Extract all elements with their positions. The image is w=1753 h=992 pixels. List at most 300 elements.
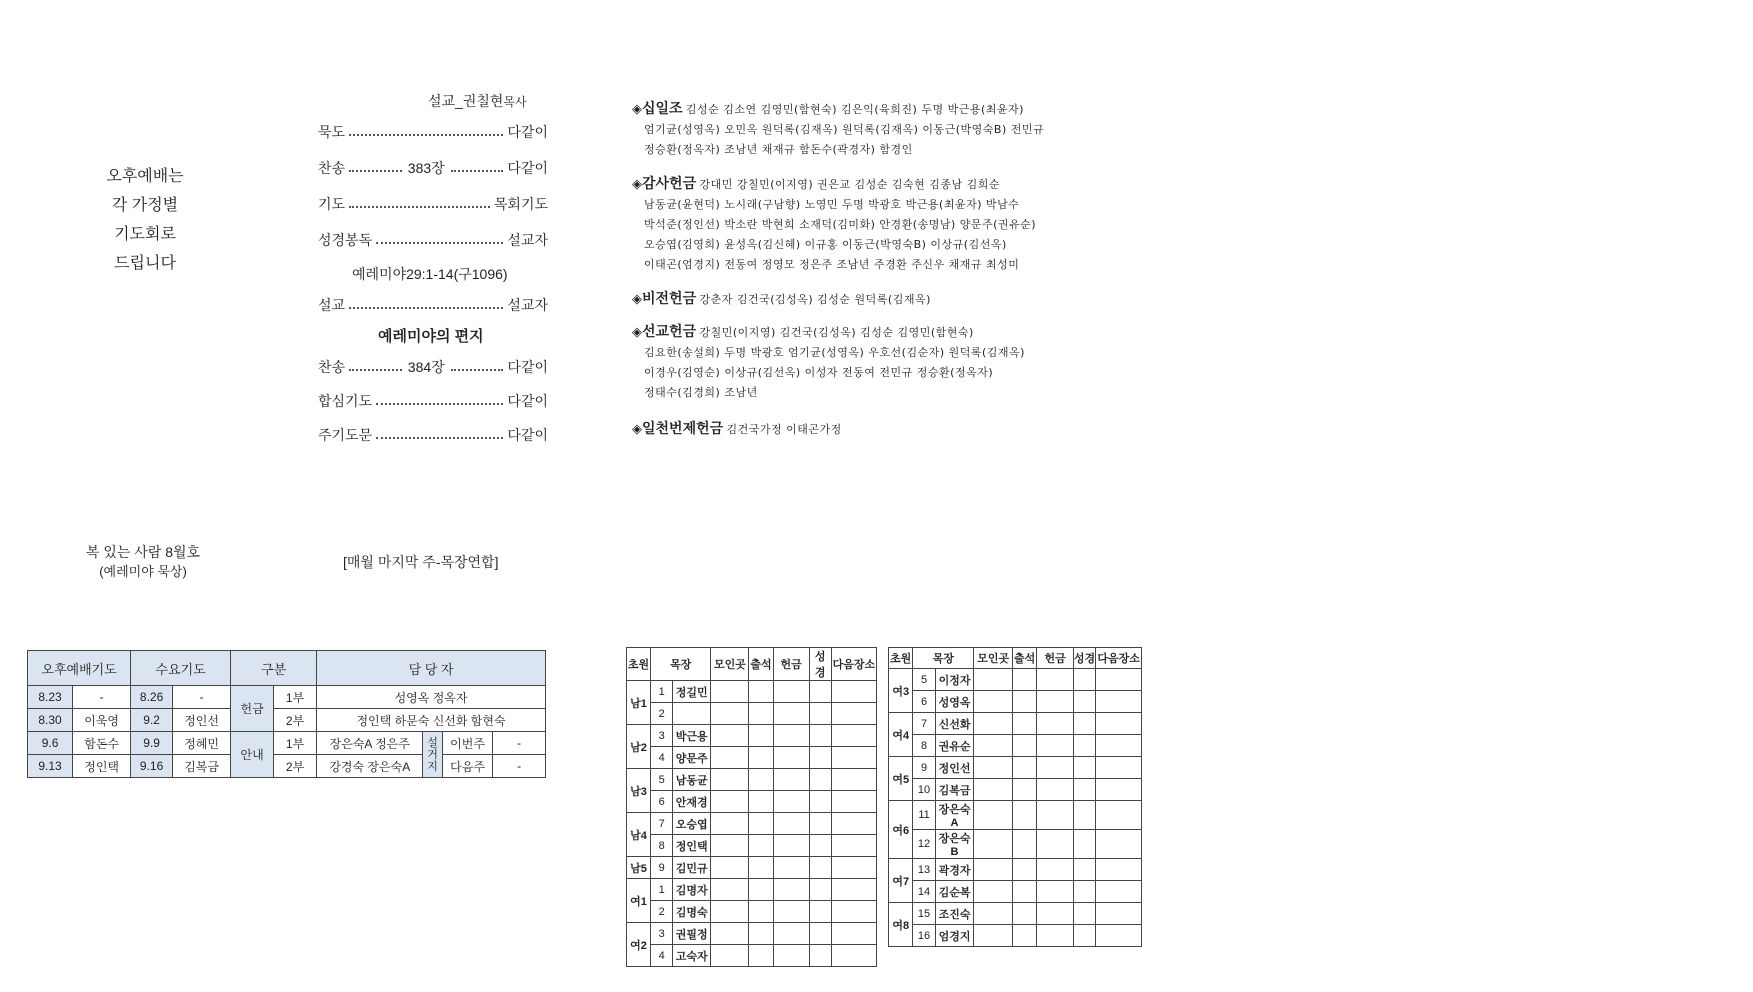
bible-cell[interactable] (809, 923, 831, 945)
offering-cell[interactable] (1037, 713, 1074, 735)
cell-leader: 김순복 (935, 881, 974, 903)
header-wed-prayer: 수요기도 (131, 651, 231, 686)
offering-staff-2: 정인택 하문숙 신선화 함현숙 (317, 709, 546, 732)
leader-dots (451, 369, 504, 371)
meadow-group: 여3 (889, 669, 913, 713)
bible-cell[interactable] (809, 945, 831, 967)
tithe-names: 정승환(정옥자) 조남년 채재규 함돈수(곽경자) 함경인 (644, 143, 913, 156)
cell-number: 3 (651, 725, 673, 747)
wed-leader: 정혜민 (173, 732, 231, 755)
next-week-value: - (493, 755, 546, 778)
offering-cell[interactable] (1037, 859, 1074, 881)
next-place-cell[interactable] (1096, 713, 1142, 735)
thanks-names: 오승엽(김영희) 윤성옥(김신혜) 이규홍 이동근(박영숙B) 이상규(김선옥) (644, 238, 1007, 251)
bible-cell[interactable] (809, 703, 831, 725)
meadow-group: 여2 (627, 923, 651, 967)
place-cell[interactable] (711, 901, 749, 923)
offering-cell[interactable] (1037, 779, 1074, 801)
cell-number: 4 (651, 747, 673, 769)
this-week-label: 이번주 (442, 732, 493, 755)
cell-leader: 권유순 (935, 735, 974, 757)
cell-number: 5 (651, 769, 673, 791)
next-place-cell[interactable] (1096, 881, 1142, 903)
cell-number: 9 (651, 857, 673, 879)
attendance-cell[interactable] (1012, 903, 1036, 925)
cell-leader: 김명숙 (673, 901, 711, 923)
leader-dots (349, 170, 402, 172)
attendance-cell[interactable] (1012, 713, 1036, 735)
offering-staff-1: 성영옥 정옥자 (317, 686, 546, 709)
meadow-group: 여1 (627, 879, 651, 923)
attendance-cell[interactable] (749, 813, 773, 835)
order-row (318, 425, 548, 445)
cell-number: 12 (913, 830, 935, 859)
place-cell[interactable] (974, 669, 1013, 691)
next-place-cell[interactable] (1096, 925, 1142, 947)
next-place-cell[interactable] (1096, 691, 1142, 713)
attendance-row (627, 703, 877, 725)
offering-cell[interactable] (1037, 903, 1074, 925)
thanks-section (632, 173, 1036, 275)
diamond-icon: ◈ (632, 421, 642, 436)
attendance-row (627, 901, 877, 923)
bible-cell[interactable] (1073, 903, 1095, 925)
pm-leader: 함돈수 (73, 732, 131, 755)
attendance-row (889, 801, 1142, 830)
attendance-row (627, 747, 877, 769)
bible-cell[interactable] (1073, 801, 1095, 830)
header-offering: 헌금 (773, 648, 809, 681)
leader-dots (349, 307, 503, 309)
place-cell[interactable] (711, 747, 749, 769)
thanks-names: 남동균(윤현덕) 노시래(구남향) 노영민 두명 박광호 박근용(최윤자) 박남수 (644, 198, 1020, 211)
attendance-cell[interactable] (749, 725, 773, 747)
attendance-cell[interactable] (1012, 691, 1036, 713)
attendance-cell[interactable] (749, 923, 773, 945)
cell-leader: 곽경자 (935, 859, 974, 881)
thanks-heading: 감사헌금 (642, 175, 697, 191)
offering-cell[interactable] (1037, 735, 1074, 757)
cell-leader: 안재경 (673, 791, 711, 813)
scripture-reference: 예레미야29:1-14(구1096) (352, 266, 508, 282)
attendance-cell[interactable] (1012, 859, 1036, 881)
attendance-cell[interactable] (749, 857, 773, 879)
mission-heading: 선교헌금 (642, 323, 697, 339)
place-cell[interactable] (711, 791, 749, 813)
offering-cell[interactable] (773, 681, 809, 703)
order-leader: 다같이 (507, 393, 548, 409)
place-cell[interactable] (974, 925, 1013, 947)
bible-cell[interactable] (1073, 859, 1095, 881)
next-place-cell[interactable] (1096, 757, 1142, 779)
wed-leader: - (173, 686, 231, 709)
duty-row (28, 755, 546, 778)
bible-cell[interactable] (809, 791, 831, 813)
cell-leader: 권필정 (673, 923, 711, 945)
pm-date: 8.23 (28, 686, 73, 709)
offering-cell[interactable] (773, 835, 809, 857)
next-place-cell[interactable] (831, 703, 876, 725)
attendance-row (627, 725, 877, 747)
header-next-place: 다음장소 (1096, 648, 1142, 669)
place-cell[interactable] (974, 859, 1013, 881)
place-cell[interactable] (711, 813, 749, 835)
place-cell[interactable] (711, 923, 749, 945)
cell-number: 14 (913, 881, 935, 903)
meadow-group: 남5 (627, 857, 651, 879)
header-place: 모인곳 (711, 648, 749, 681)
order-row (318, 122, 548, 142)
place-cell[interactable] (974, 881, 1013, 903)
header-attendance: 출석 (749, 648, 773, 681)
attendance-cell[interactable] (1012, 925, 1036, 947)
tithe-heading: 십일조 (642, 100, 683, 116)
attendance-table-women (888, 647, 1142, 947)
pm-leader: 이욱영 (73, 709, 131, 732)
attendance-cell[interactable] (1012, 830, 1036, 859)
tithe-names: 김성순 김소연 김영민(함현숙) 김은익(육희진) 두명 박근용(최윤자) (685, 103, 1024, 116)
leader-dots (376, 403, 503, 405)
header-cell: 목장 (913, 648, 974, 669)
mission-section (632, 321, 1025, 403)
order-row (318, 295, 548, 315)
thanks-names: 강대민 강칠민(이지영) 권은교 김성순 김숙현 김종남 김희순 (699, 178, 1001, 191)
hymn-number: 383장 (407, 160, 445, 176)
attendance-cell[interactable] (749, 945, 773, 967)
leader-dots (376, 437, 503, 439)
place-cell[interactable] (974, 735, 1013, 757)
order-leader: 다같이 (507, 427, 548, 443)
place-cell[interactable] (711, 769, 749, 791)
diamond-icon: ◈ (632, 324, 642, 339)
next-place-cell[interactable] (831, 747, 876, 769)
attendance-row (889, 669, 1142, 691)
next-place-cell[interactable] (831, 725, 876, 747)
bible-cell[interactable] (809, 725, 831, 747)
offering-cell[interactable] (1037, 757, 1074, 779)
duty-table (27, 650, 546, 778)
blessed-title: 복 있는 사람 8월호 (85, 544, 201, 560)
bible-cell[interactable] (809, 813, 831, 835)
bible-cell[interactable] (1073, 735, 1095, 757)
offering-cell[interactable] (1037, 691, 1074, 713)
next-place-cell[interactable] (831, 769, 876, 791)
meadow-group: 여6 (889, 801, 913, 859)
next-place-cell[interactable] (1096, 735, 1142, 757)
place-cell[interactable] (711, 681, 749, 703)
leader-dots (349, 369, 402, 371)
order-label: 합심기도 (318, 393, 373, 409)
pm-leader: 정인택 (73, 755, 131, 778)
place-cell[interactable] (711, 879, 749, 901)
thousand-names: 김건국가정 이태곤가정 (726, 423, 842, 436)
order-row (318, 391, 548, 411)
pm-date: 9.13 (28, 755, 73, 778)
cell-leader: 김민규 (673, 857, 711, 879)
next-place-cell[interactable] (831, 791, 876, 813)
order-leader: 다같이 (507, 160, 548, 176)
offering-cell[interactable] (773, 923, 809, 945)
place-cell[interactable] (711, 945, 749, 967)
attendance-row (627, 945, 877, 967)
next-week-label: 다음주 (442, 755, 493, 778)
cell-leader: 장은숙A (935, 801, 974, 830)
diamond-icon: ◈ (632, 176, 642, 191)
cell-leader: 엄경지 (935, 925, 974, 947)
cell-number: 2 (651, 703, 673, 725)
attendance-cell[interactable] (749, 791, 773, 813)
header-bible: 성경 (809, 648, 831, 681)
cell-leader: 신선화 (935, 713, 974, 735)
attendance-cell[interactable] (749, 901, 773, 923)
offering-cell[interactable] (773, 901, 809, 923)
next-place-cell[interactable] (831, 923, 876, 945)
cell-leader: 김복금 (935, 779, 974, 801)
offering-cell[interactable] (773, 857, 809, 879)
cell-leader: 정인선 (935, 757, 974, 779)
attendance-cell[interactable] (749, 769, 773, 791)
bible-cell[interactable] (1073, 925, 1095, 947)
place-cell[interactable] (974, 903, 1013, 925)
cell-number: 1 (651, 879, 673, 901)
offering-cell[interactable] (773, 703, 809, 725)
place-cell[interactable] (711, 725, 749, 747)
meadow-group: 여4 (889, 713, 913, 757)
cell-leader: 조진숙 (935, 903, 974, 925)
duty-row (28, 732, 546, 755)
attendance-row (889, 779, 1142, 801)
offering-cell[interactable] (773, 879, 809, 901)
place-cell[interactable] (974, 713, 1013, 735)
bible-cell[interactable] (1073, 881, 1095, 903)
next-place-cell[interactable] (831, 901, 876, 923)
next-place-cell[interactable] (831, 835, 876, 857)
place-cell[interactable] (974, 801, 1013, 830)
bible-cell[interactable] (809, 901, 831, 923)
cell-number: 15 (913, 903, 935, 925)
bible-cell[interactable] (1073, 691, 1095, 713)
bible-cell[interactable] (1073, 669, 1095, 691)
order-label: 찬송 (318, 160, 346, 176)
header-place: 모인곳 (974, 648, 1013, 669)
diamond-icon: ◈ (632, 291, 642, 306)
header-category: 구분 (231, 651, 317, 686)
cell-number: 10 (913, 779, 935, 801)
bible-cell[interactable] (809, 681, 831, 703)
order-row (318, 158, 548, 178)
next-place-cell[interactable] (1096, 830, 1142, 859)
part-label: 2부 (274, 709, 317, 732)
attendance-header-row (889, 648, 1142, 669)
offering-label: 헌금 (231, 686, 274, 732)
offering-cell[interactable] (773, 769, 809, 791)
attendance-row (627, 681, 877, 703)
sermon-title: 예레미야의 편지 (378, 328, 484, 345)
offering-cell[interactable] (1037, 669, 1074, 691)
meadow-group: 남2 (627, 725, 651, 769)
bible-cell[interactable] (809, 835, 831, 857)
notice-line-1: 오후예배는 (106, 168, 184, 185)
place-cell[interactable] (974, 779, 1013, 801)
cell-leader: 고숙자 (673, 945, 711, 967)
usher-staff-2: 강경숙 장은숙A (317, 755, 423, 778)
offering-cell[interactable] (773, 747, 809, 769)
cell-number: 16 (913, 925, 935, 947)
attendance-row (889, 757, 1142, 779)
notice-line-4: 드립니다 (114, 255, 176, 272)
attendance-row (627, 791, 877, 813)
order-label: 성경봉독 (318, 232, 373, 248)
attendance-header-row (627, 648, 877, 681)
diamond-icon: ◈ (632, 101, 642, 116)
bible-cell[interactable] (1073, 757, 1095, 779)
order-row (318, 194, 548, 214)
bible-cell[interactable] (809, 769, 831, 791)
cell-leader: 양문주 (673, 747, 711, 769)
offering-cell[interactable] (773, 945, 809, 967)
next-place-cell[interactable] (831, 681, 876, 703)
next-place-cell[interactable] (831, 857, 876, 879)
header-next-place: 다음장소 (831, 648, 876, 681)
next-place-cell[interactable] (1096, 779, 1142, 801)
leader-dots (349, 206, 490, 208)
order-label: 주기도문 (318, 427, 373, 443)
thanks-names: 이태곤(엄경지) 전동여 정영모 정은주 조남년 주경환 주신우 채재규 최성미 (644, 258, 1020, 271)
meadow-group: 남3 (627, 769, 651, 813)
bible-cell[interactable] (809, 879, 831, 901)
order-label: 설교 (318, 297, 346, 313)
cell-number: 7 (913, 713, 935, 735)
attendance-cell[interactable] (749, 747, 773, 769)
tithe-names: 엄기균(성영옥) 오민옥 원덕록(김재옥) 원덕록(김재옥) 이동근(박영숙B) 전민규 (644, 123, 1045, 136)
cell-leader: 남동균 (673, 769, 711, 791)
thousand-section (632, 418, 842, 440)
attendance-cell[interactable] (1012, 779, 1036, 801)
offering-cell[interactable] (1037, 801, 1074, 830)
attendance-row (889, 881, 1142, 903)
next-place-cell[interactable] (1096, 859, 1142, 881)
blessed-subtitle: (예레미야 묵상) (99, 564, 187, 579)
header-pm-prayer: 오후예배기도 (28, 651, 131, 686)
notice-line-3: 기도회로 (114, 226, 176, 243)
cell-number: 8 (913, 735, 935, 757)
attendance-cell[interactable] (1012, 669, 1036, 691)
monthly-note: [매월 마지막 주-목장연합] (343, 554, 499, 570)
attendance-table-men (626, 647, 877, 967)
cell-leader: 김명자 (673, 879, 711, 901)
bible-cell[interactable] (809, 857, 831, 879)
attendance-cell[interactable] (749, 681, 773, 703)
attendance-row (889, 735, 1142, 757)
offering-cell[interactable] (1037, 830, 1074, 859)
wed-leader: 정인선 (173, 709, 231, 732)
wed-date: 9.2 (131, 709, 173, 732)
bible-cell[interactable] (809, 747, 831, 769)
place-cell[interactable] (974, 830, 1013, 859)
next-place-cell[interactable] (1096, 903, 1142, 925)
attendance-cell[interactable] (1012, 757, 1036, 779)
wed-date: 8.26 (131, 686, 173, 709)
place-cell[interactable] (711, 857, 749, 879)
bible-cell[interactable] (1073, 713, 1095, 735)
cell-leader: 장은숙B (935, 830, 974, 859)
part-label: 1부 (274, 686, 317, 709)
meadow-group: 남1 (627, 681, 651, 725)
order-label: 묵도 (318, 124, 346, 140)
header-cell: 목장 (651, 648, 711, 681)
cell-number: 8 (651, 835, 673, 857)
order-row (318, 230, 548, 250)
part-label: 1부 (274, 732, 317, 755)
order-leader: 다같이 (507, 359, 548, 375)
thousand-heading: 일천번제헌금 (642, 420, 724, 436)
cell-number: 6 (913, 691, 935, 713)
offering-cell[interactable] (773, 791, 809, 813)
pm-date: 8.30 (28, 709, 73, 732)
attendance-cell[interactable] (749, 835, 773, 857)
mission-names: 정태수(김경희) 조남년 (644, 386, 758, 399)
thanks-names: 박석준(정인선) 박소란 박현희 소재덕(김미화) 안경환(송명남) 양문주(권유순) (644, 218, 1037, 231)
cell-number: 3 (651, 923, 673, 945)
next-place-cell[interactable] (831, 945, 876, 967)
place-cell[interactable] (974, 757, 1013, 779)
attendance-cell[interactable] (1012, 881, 1036, 903)
vision-section (632, 288, 931, 310)
attendance-row (627, 923, 877, 945)
next-place-cell[interactable] (1096, 801, 1142, 830)
cell-number: 2 (651, 901, 673, 923)
next-place-cell[interactable] (831, 813, 876, 835)
offering-cell[interactable] (1037, 925, 1074, 947)
header-offering: 헌금 (1037, 648, 1074, 669)
bible-cell[interactable] (1073, 779, 1095, 801)
cell-leader: 정인택 (673, 835, 711, 857)
place-cell[interactable] (974, 691, 1013, 713)
cell-leader: 오승엽 (673, 813, 711, 835)
cell-number: 7 (651, 813, 673, 835)
attendance-cell[interactable] (749, 703, 773, 725)
sermon-by-suffix: 목사 (503, 95, 527, 109)
attendance-cell[interactable] (749, 879, 773, 901)
attendance-row (889, 713, 1142, 735)
leader-dots (349, 134, 503, 136)
cell-number: 1 (651, 681, 673, 703)
place-cell[interactable] (711, 703, 749, 725)
attendance-row (889, 691, 1142, 713)
place-cell[interactable] (711, 835, 749, 857)
attendance-row (627, 813, 877, 835)
part-label: 2부 (274, 755, 317, 778)
attendance-row (627, 857, 877, 879)
offering-cell[interactable] (773, 725, 809, 747)
offering-cell[interactable] (773, 813, 809, 835)
attendance-row (889, 859, 1142, 881)
pm-leader: - (73, 686, 131, 709)
attendance-cell[interactable] (1012, 801, 1036, 830)
offering-cell[interactable] (1037, 881, 1074, 903)
attendance-cell[interactable] (1012, 735, 1036, 757)
next-place-cell[interactable] (831, 879, 876, 901)
meadow-group: 여8 (889, 903, 913, 947)
next-place-cell[interactable] (1096, 669, 1142, 691)
cell-leader: 박근용 (673, 725, 711, 747)
bible-cell[interactable] (1073, 830, 1095, 859)
header-attendance: 출석 (1012, 648, 1036, 669)
order-label: 찬송 (318, 359, 346, 375)
leader-dots (376, 242, 503, 244)
order-leader: 다같이 (507, 124, 548, 140)
header-person-in-charge: 담 당 자 (317, 651, 546, 686)
